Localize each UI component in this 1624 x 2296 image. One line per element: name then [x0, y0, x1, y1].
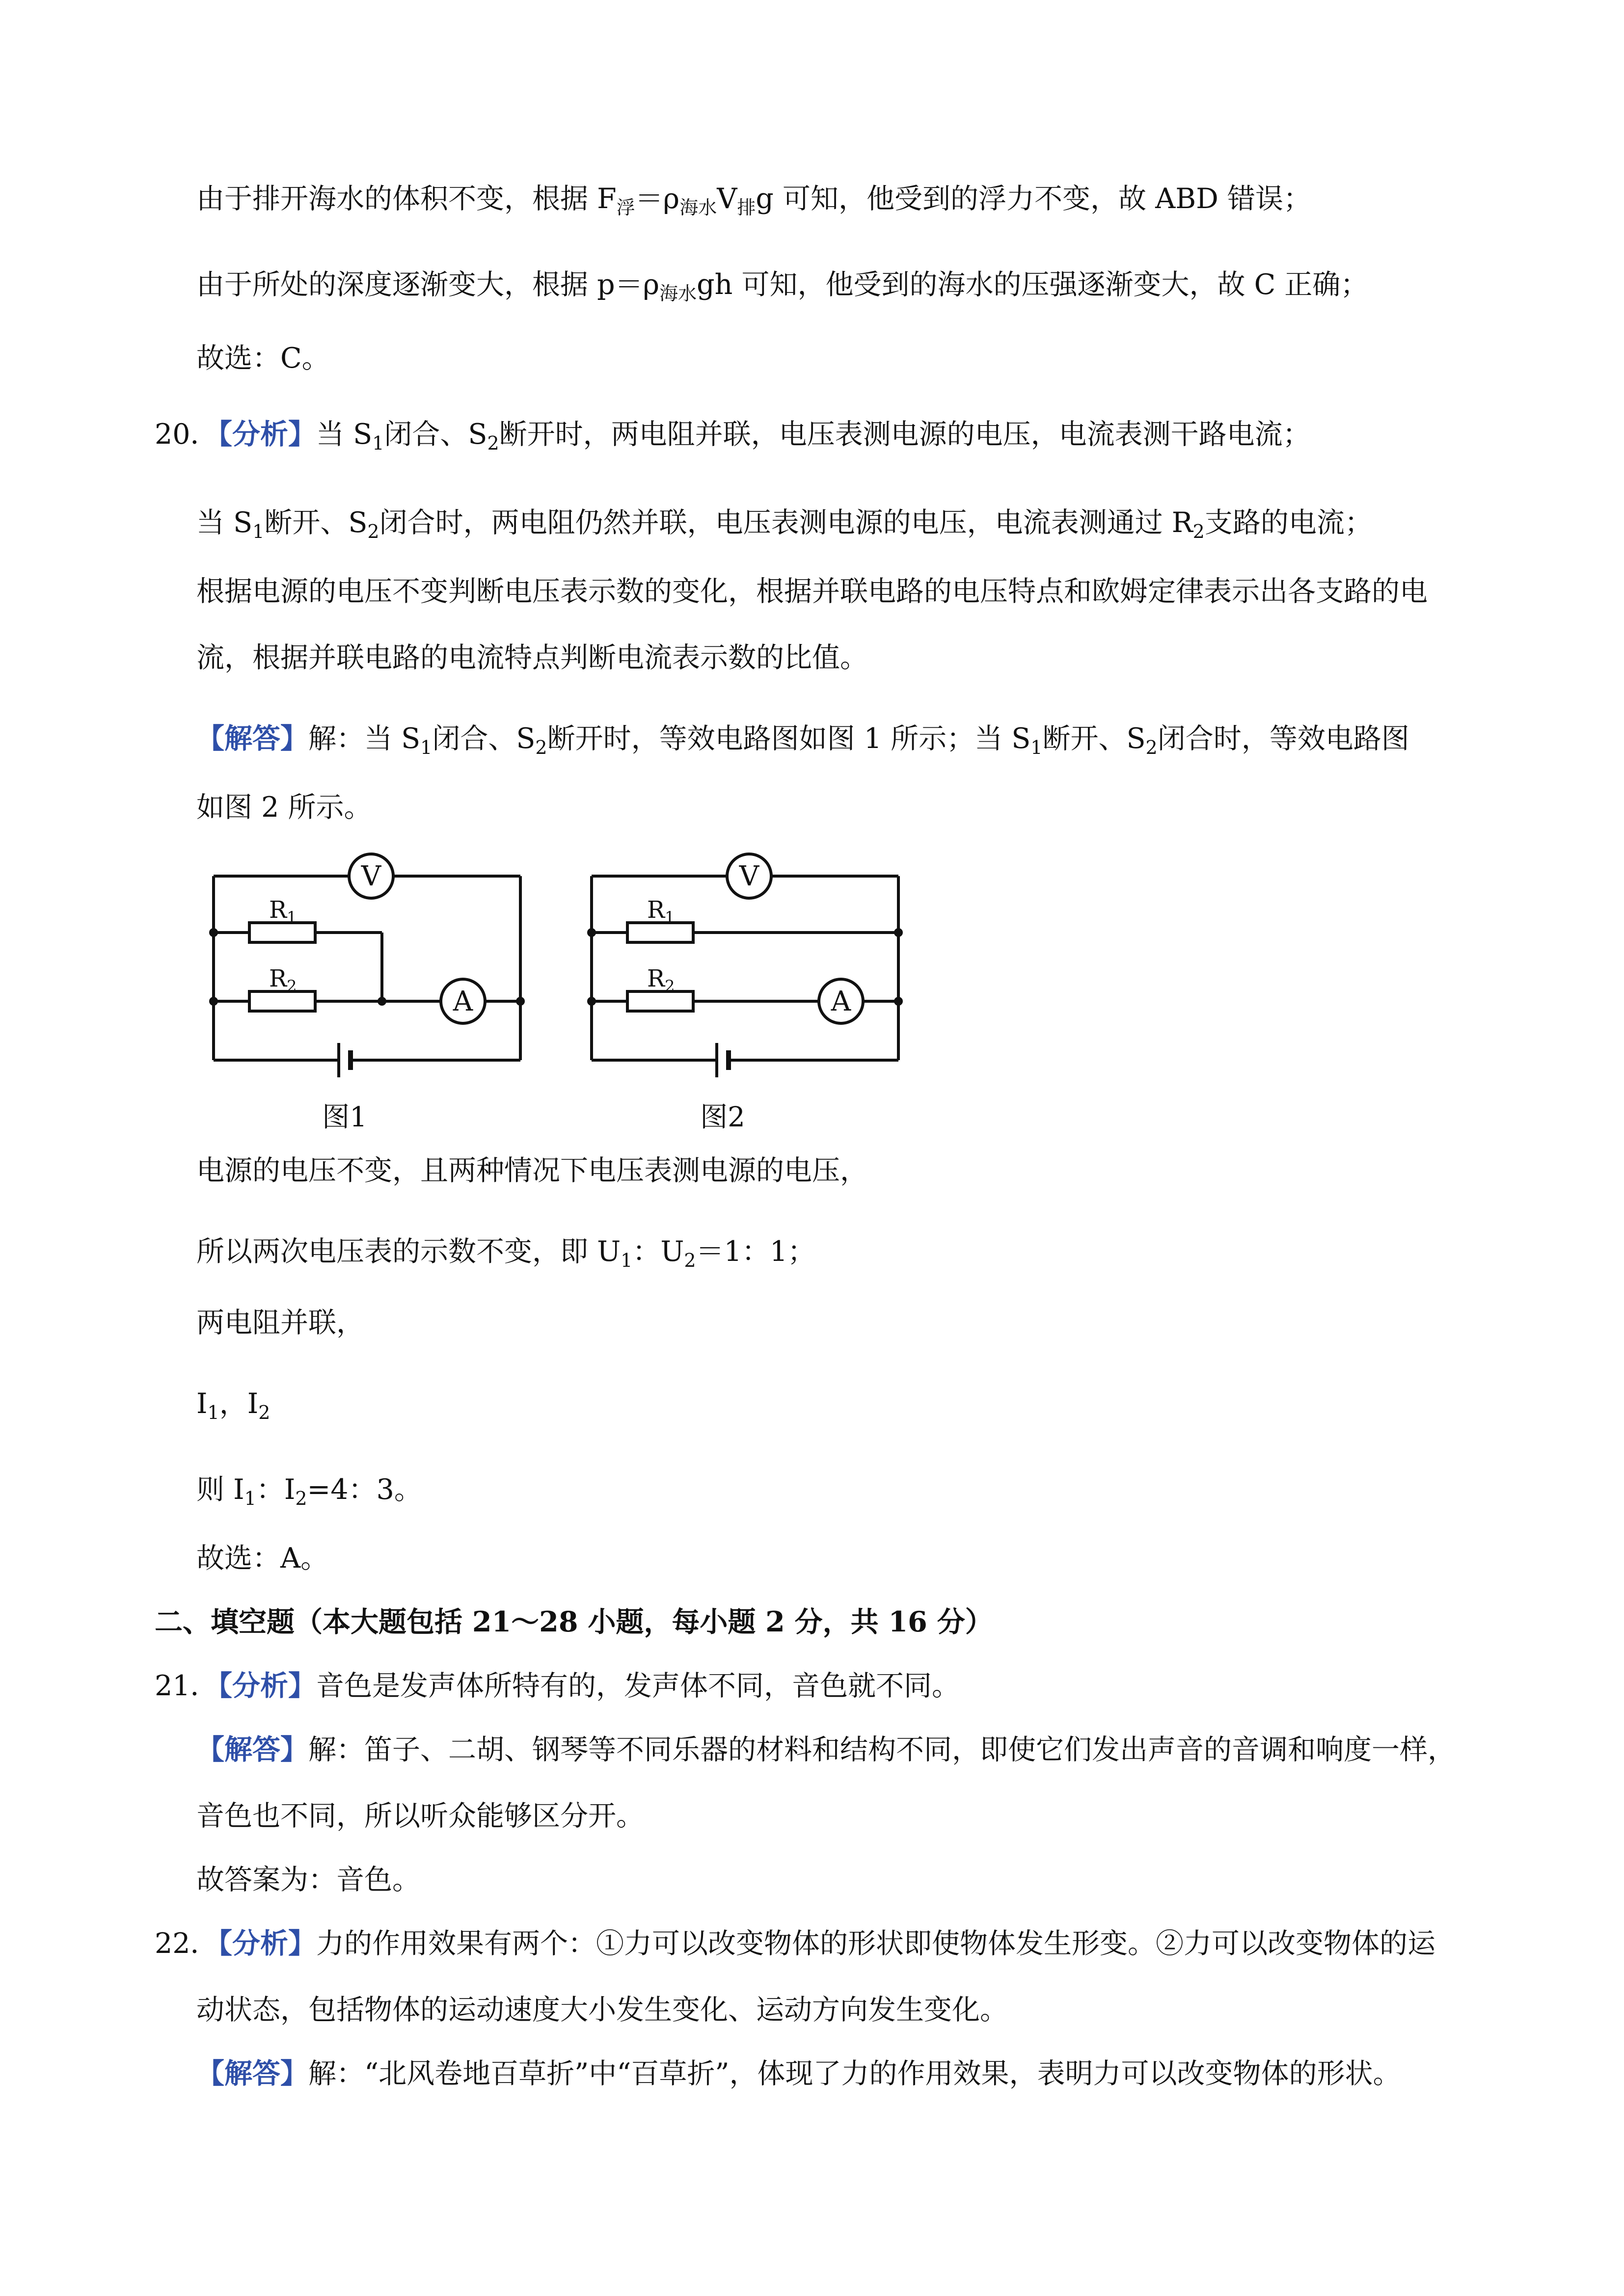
question-22-analysis: 22．【分析】力的作用效果有两个：①力可以改变物体的形状即使物体发生形变。②力可以改变物体的运 [155, 1927, 1436, 1960]
question-22-answer: 【解答】解：“北风卷地百草折”中“百草折”，体现了力的作用效果，表明力可以改变物体的形状。 [196, 2057, 1401, 2090]
voltmeter-label: V [739, 860, 759, 892]
resistor-r1 [627, 923, 693, 942]
junction-dot [587, 928, 596, 937]
junction-dot [894, 997, 903, 1006]
resistor-r2 [249, 991, 315, 1011]
junction-dot [378, 997, 386, 1006]
figure-caption: 图1 [322, 1101, 367, 1133]
text-line: 故选：C。 [196, 342, 330, 374]
question-20-analysis: 20．【分析】当 $S_1$闭合、$S_2$断开时，两电阻并联，电压表测电源的电压，电流表测干路电流； [155, 418, 1311, 454]
resistor-r1 [249, 923, 315, 942]
question-21-answer: 【解答】解：笛子、二胡、钢琴等不同乐器的材料和结构不同，即使它们发出声音的音调和响度一样， [196, 1733, 1456, 1766]
text-line: 所以两次电压表的示数不变，即 $U_1$：$U_2=1$：1； [196, 1235, 816, 1271]
ammeter-label: A [453, 986, 473, 1017]
section-heading: 二、填空题（本大题包括 21～28 小题，每小题 2 分，共 16 分） [155, 1605, 993, 1638]
text-line: 由于所处的深度逐渐变大，根据 $p=\rho_{海水}gh$ 可知，他受到的海水的压强逐渐变大，故 C 正确； [196, 268, 1369, 304]
junction-dot [587, 997, 596, 1006]
text-line: 如图 2 所示。 [196, 791, 372, 824]
text-line: 两电阻并联， [196, 1307, 364, 1339]
circuit-diagram-figure-1 [201, 844, 530, 1139]
circuit-diagram-figure-2 [579, 844, 908, 1139]
text-line: 由于排开海水的体积不变，根据 $F_浮=\rho_{海水}V_排g$ 可知，他受到的浮力不变，故 ABD 错误； [196, 183, 1311, 218]
question-20-answer: 【解答】解：当 $S_1$闭合、$S_2$断开时，等效电路图如图 1 所示；当 $S_1$断开、$S_2$闭合时，等效电路图 [196, 722, 1409, 758]
r1-label: $R_1$ [269, 896, 297, 927]
r2-label: $R_2$ [269, 965, 297, 995]
text-line: 根据电源的电压不变判断电压表示数的变化，根据并联电路的电压特点和欧姆定律表示出各支路的电 [196, 575, 1428, 608]
r2-label: $R_2$ [647, 965, 675, 995]
text-line: 则 $I_1$：$I_2=4$：3。 [196, 1473, 422, 1509]
r1-label: $R_1$ [647, 896, 675, 927]
figure-caption: 图2 [700, 1101, 745, 1133]
voltmeter-label: V [361, 860, 381, 892]
text-line: 故答案为：音色。 [196, 1864, 420, 1896]
junction-dot [894, 928, 903, 937]
text-line: 流，根据并联电路的电流特点判断电流表示数的比值。 [196, 641, 868, 674]
resistor-r2 [627, 991, 693, 1011]
text-line: 动状态，包括物体的运动速度大小发生变化、运动方向发生变化。 [196, 1994, 1008, 2026]
text-line: 故选：A。 [196, 1542, 329, 1575]
junction-dot [209, 928, 218, 937]
text-line: 音色也不同，所以听众能够区分开。 [196, 1800, 644, 1832]
ammeter-label: A [831, 986, 851, 1017]
junction-dot [209, 997, 218, 1006]
junction-dot [516, 997, 525, 1006]
question-21-analysis: 21．【分析】音色是发声体所特有的，发声体不同，音色就不同。 [155, 1669, 960, 1702]
text-line: $I_1$，$I_2$ [196, 1388, 271, 1423]
text-line: 电源的电压不变，且两种情况下电压表测电源的电压， [196, 1154, 868, 1187]
text-line: 当 $S_1$断开、$S_2$闭合时，两电阻仍然并联，电压表测电源的电压，电流表测通过 $R_2$支路的电流； [196, 507, 1373, 542]
